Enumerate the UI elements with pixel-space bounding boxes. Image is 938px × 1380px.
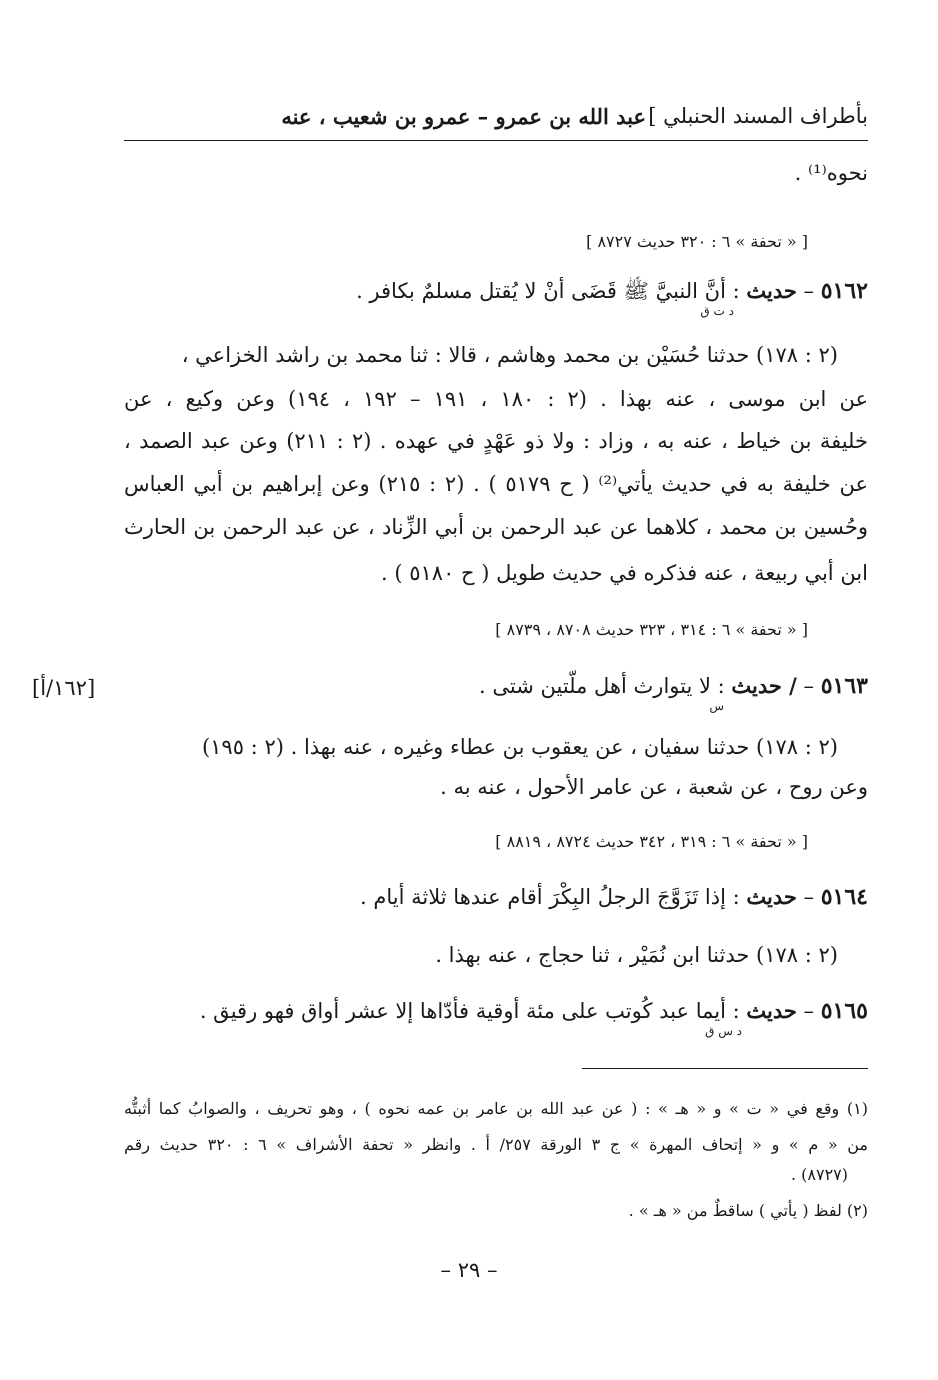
- isnad-line: وعن روح ، عن شعبة ، عن عامر الأحول ، عنه به .: [440, 775, 868, 799]
- isnad-line: خليفة بن خياط ، عنه به ، وزاد : ولا ذو عَهْدٍ في عهده . (٢ : ٢١١) وعن عبد الصمد ،: [124, 429, 868, 453]
- hadith-heading: ٥١٦٥ – حديث : أيما عبد كُوتب على مئة أوقية فأدّاها إلا عشر أواق فهو رقيق .: [199, 998, 868, 1024]
- tuhfa-reference: [ « تحفة » ٦ : ٣٢٠ حديث ٨٧٢٧ ]: [586, 232, 808, 251]
- isnad-line: عن ابن موسى ، عنه بهذا . (٢ : ١٨٠ ، ١٩١ – ١٩٢ ، ١٩٤) وعن وكيع ، عن: [124, 387, 869, 411]
- isnad-line: (٢ : ١٧٨) حدثنا حُسَيْن بن محمد وهاشم ، قالا : ثنا محمد بن راشد الخزاعي ،: [181, 343, 838, 367]
- hadith-keyword: حديث: [746, 278, 797, 303]
- hadith-text: : أنَّ النبيَّ ﷺ قَضَى أنْ لا يُقتل مسلمٌ بكافر .: [356, 279, 740, 303]
- hadith-keyword: حديث: [746, 998, 797, 1023]
- hadith-heading: ٥١٦٣ – / حديث : لا يتوارث أهل ملّتين شتى .: [479, 673, 868, 699]
- footnote-line: (١) وقع في « ت » و « هـ » : ( عن عبد الله بن عامر بن عمه نحوه ) ، وهو تحريف ، والصوابُ كما أثبتُّه: [124, 1099, 868, 1118]
- header-section-title: عبد الله بن عمرو – عمرو بن شعيب ، عنه: [281, 104, 646, 129]
- source-siglum: س: [709, 699, 724, 713]
- manuscript-folio-marker: [١٦٢/أ]: [32, 676, 96, 700]
- isnad-line: وحُسين بن محمد ، كلاهما عن عبد الرحمن بن أبي الزِّناد ، عن عبد الرحمن بن الحارث: [124, 515, 868, 539]
- isnad-line: ابن أبي ربيعة ، عنه فذكره في حديث طويل ( ح ٥١٨٠ ) .: [381, 561, 868, 585]
- hadith-keyword: / حديث: [731, 673, 797, 698]
- tuhfa-reference: [ « تحفة » ٦ : ٣١٤ ، ٣٢٣ حديث ٨٧٠٨ ، ٨٧٣٩ ]: [495, 620, 808, 639]
- hadith-number: ٥١٦٤: [820, 884, 868, 910]
- isnad-line: (٢ : ١٧٨) حدثنا سفيان ، عن يعقوب بن عطاء وغيره ، عنه بهذا . (٢ : ١٩٥): [201, 735, 838, 759]
- page-number: – ٢٩ –: [440, 1258, 498, 1282]
- isnad-line: عن خليفة به في حديث يأتي⁽²⁾ ( ح ٥١٧٩ ) . (٢ : ٢١٥) وعن إبراهيم بن أبي العباس: [124, 472, 868, 496]
- hadith-text: : إذا تَزَوَّجَ الرجلُ البِكْرَ أقام عندها ثلاثة أيام .: [360, 885, 740, 909]
- hadith-number: ٥١٦٥: [820, 998, 868, 1024]
- footnote-line: (٢) لفظ ( يأتي ) ساقطٌ من « هـ » .: [628, 1201, 868, 1220]
- footnote-line: من « م » و « إتحاف المهرة » ج ٣ الورقة ٢٥٧/ أ . وانظر « تحفة الأشراف » ٦ : ٣٢٠ حديث رقم: [124, 1135, 869, 1154]
- header-book-title: بأطراف المسند الحنبلي ]: [648, 104, 868, 128]
- hadith-keyword: حديث: [746, 884, 797, 909]
- hadith-heading: ٥١٦٤ – حديث : إذا تَزَوَّجَ الرجلُ البِكْرَ أقام عندها ثلاثة أيام .: [360, 884, 868, 910]
- hadith-heading: ٥١٦٢ – حديث : أنَّ النبيَّ ﷺ قَضَى أنْ لا يُقتل مسلمٌ بكافر .: [356, 278, 868, 304]
- hadith-number: ٥١٦٢: [820, 278, 868, 304]
- running-header: [124, 104, 868, 134]
- hadith-number: ٥١٦٣: [820, 673, 868, 699]
- tuhfa-reference: [ « تحفة » ٦ : ٣١٩ ، ٣٤٢ حديث ٨٧٢٤ ، ٨٨١٩ ]: [495, 832, 808, 851]
- hadith-text: : لا يتوارث أهل ملّتين شتى .: [479, 674, 725, 698]
- source-siglum: د س ق: [705, 1024, 742, 1038]
- footnote-rule: [582, 1068, 868, 1069]
- source-siglum: د ت ق: [700, 304, 734, 318]
- continuation-text: نحوه⁽¹⁾ .: [794, 161, 868, 185]
- isnad-line: (٢ : ١٧٨) حدثنا ابن نُمَيْر ، ثنا حجاج ، عنه بهذا .: [435, 943, 838, 967]
- footnote-line: (٨٧٢٧) .: [790, 1165, 848, 1184]
- hadith-text: : أيما عبد كُوتب على مئة أوقية فأدّاها إلا عشر أواق فهو رقيق .: [199, 999, 740, 1023]
- header-rule: [124, 140, 868, 141]
